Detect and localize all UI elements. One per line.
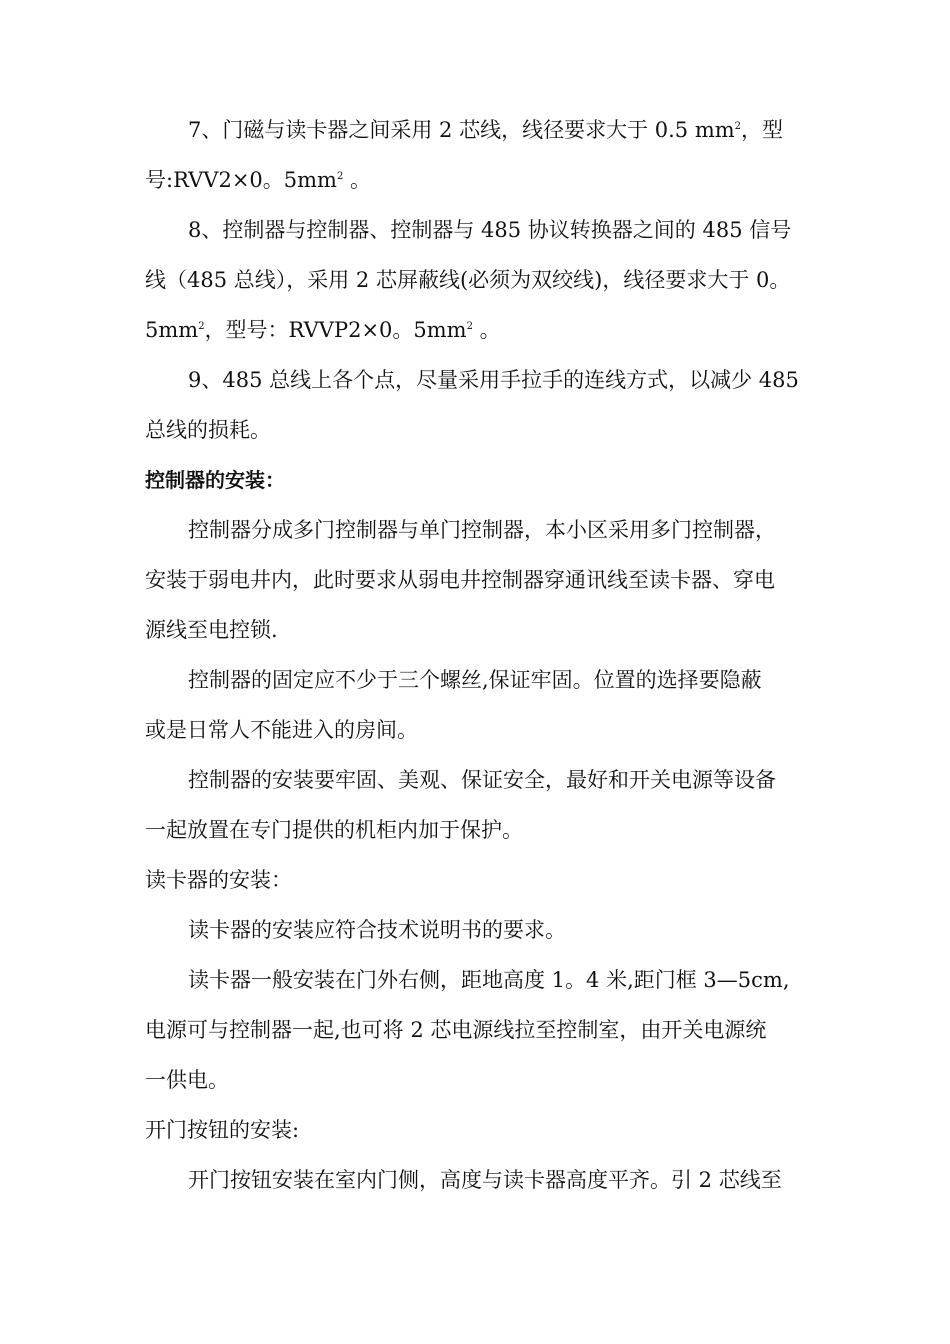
section-heading-controller: 控制器的安装： [145,468,285,492]
controller-para-1-line-2: 安装于弱电井内，此时要求从弱电井控制器穿通讯线至读卡器、穿电 [145,568,775,592]
reader-para-1-line-1: 读卡器的安装应符合技术说明书的要求。 [188,918,566,942]
text-run: 线（485 总线），采用 2 芯屏蔽线(必须为双绞线)，线径要求大于 0。 [145,268,791,292]
controller-para-3-line-1: 控制器的安装要牢固、美观、保证安全，最好和开关电源等设备 [188,768,776,792]
document-page [145,105,810,1205]
button-para-1-line-1: 开门按钮安装在室内门侧，高度与读卡器高度平齐。引 2 芯线至 [188,1168,782,1192]
text-run: 。 [472,318,501,342]
text-run: ，型号：RVVP2×0。5mm [204,318,467,342]
paragraph-8-line-1 [145,205,810,255]
paragraph-9-line-1 [145,355,810,405]
controller-para-2-line-2: 或是日常人不能进入的房间。 [145,718,418,742]
controller-para-1-line-3: 源线至电控锁. [145,618,278,642]
paragraph-7-line-1 [145,105,810,155]
paragraph-8-line-2 [145,255,810,305]
paragraph-7-line-2 [145,155,810,205]
superscript: 2 [336,171,344,182]
text-run: 5mm [145,318,199,342]
paragraph-8-line-3 [145,305,810,355]
controller-para-3-line-2: 一起放置在专门提供的机柜内加于保护。 [145,818,523,842]
text-run: 。 [343,168,372,192]
section-heading-button: 开门按钮的安装: [145,1118,300,1142]
text-run: ，型 [741,118,784,142]
superscript: 2 [466,321,473,332]
paragraph-9-line-2 [145,405,810,455]
text-run: 9、485 总线上各个点，尽量采用手拉手的连线方式，以减少 485 [188,368,799,392]
superscript: 2 [198,321,205,332]
text-run: 7、门磁与读卡器之间采用 2 芯线，线径要求大于 0.5 mm [188,118,735,142]
text-run: 8、控制器与控制器、控制器与 485 协议转换器之间的 485 信号 [188,218,792,242]
section-heading-reader: 读卡器的安装： [145,868,292,892]
superscript: 2 [734,121,742,132]
text-run: 号:RVV2×0。5mm [145,168,337,192]
reader-para-2-line-3: 一供电。 [145,1068,229,1092]
text-run: 总线的损耗。 [145,418,271,442]
controller-para-1-line-1: 控制器分成多门控制器与单门控制器，本小区采用多门控制器， [188,518,776,542]
reader-para-2-line-1: 读卡器一般安装在门外右侧，距地高度 1。4 米,距门框 3—5cm, [188,968,790,992]
controller-para-2-line-1: 控制器的固定应不少于三个螺丝,保证牢固。位置的选择要隐蔽 [188,668,762,692]
reader-para-2-line-2: 电源可与控制器一起,也可将 2 芯电源线拉至控制室，由开关电源统 [145,1018,767,1042]
